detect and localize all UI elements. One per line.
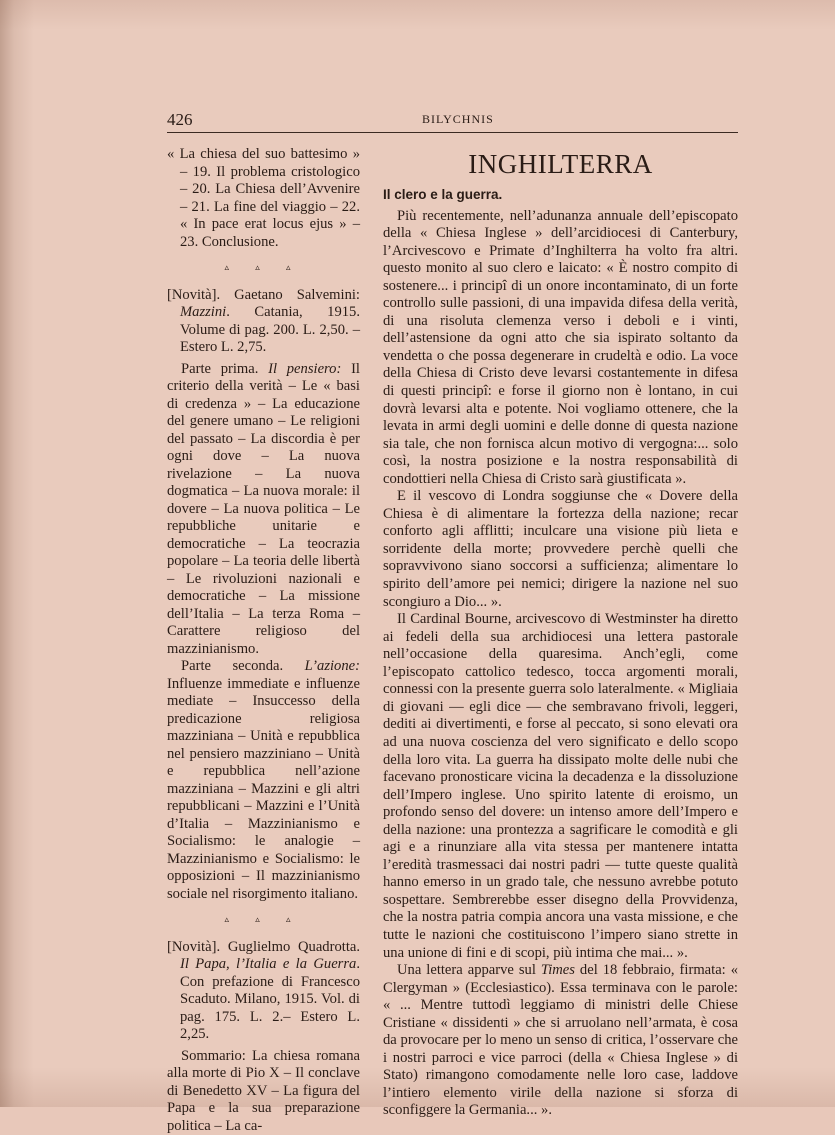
book-entry-quadrotta	[167, 939, 360, 1044]
part-title: L’azione:	[305, 658, 360, 674]
part-label: Parte seconda.	[181, 658, 305, 674]
book-entry-prefix: [Novità]. Gaetano Salvemini:	[167, 287, 360, 303]
paragraph: Il Cardinal Bourne, arcivescovo di Westminster ha diretto ai fedeli della sua archidiocesi una lettera pastorale nell’occasione della quaresima. Anch’egli, come l’episcopato cattolico tedesco, tocca argomenti morali, connessi con la presente guerra solo lateralmente. « Migliaia di giovani — egli dice — che sembravano frivoli, leggeri, dediti ai divertimenti, e forse al peccato, si sono elevati ora ad una nuova coscienza del vero significato e dello scopo della loro vita. La guerra ha dissipato molte delle nubi che facevano pronosticare vicina la decadenza e la dissoluzione dell’Impero inglese. Uno spirito latente di eroismo, un profondo senso del dovere: un intenso amore dell’Impero e della nazione: una prontezza a sagrificare le comodità e gli agi e a rinunziare alla vita stessa per mantenere intatta l’eredità trasmessaci dai nostri padri — tutte queste qualità hanno emerso in un grado tale, che nessuno avrebbe potuto sospettare. Sembrerebbe esser disegno della Provvidenza, che la nostra patria compia ancora una vasta missione, e che tutte le nazioni che costituiscono l’impero siano strette in una unione di fini e di scopi, più intima che mai... ».	[383, 611, 738, 962]
running-head: BILYCHNIS	[422, 112, 494, 127]
newspaper-title: Times	[541, 962, 575, 978]
part-title: Il pensiero:	[268, 361, 341, 377]
section-title: INGHILTERRA	[383, 148, 738, 180]
part-contents: Il criterio della verità – Le « basi di credenza » – La educazione del genere umano – Le religioni del passato – La discordia è per ogni dove – La nuova rivelazione – La nuova dogmatica – La nuova morale: il dovere – La nuova politica – Le repubbliche unitarie e democratiche – La teocrazia popolare – La teoria delle libertà – Le rivoluzioni nazionali e democratiche – La missione dell’Italia – La terza Roma – Carattere religioso del mazzinianismo.	[167, 361, 360, 657]
book-contents-part-one	[167, 361, 360, 659]
paragraph: E il vescovo di Londra soggiunse che « Dovere della Chiesa è di alimentare la fortezza della nazione; recar conforto agli afflitti; inculcare una visione più lieta e sorridente della morte; provvedere perchè quelli che sopravvivono siano soccorsi a sufficienza; alimentare lo spirito dell’amore pei nemici; dirigere la nazione nel suo scongiuro a Dio... ».	[383, 488, 738, 611]
book-entry-salvemini	[167, 287, 360, 357]
part-contents: Influenze immediate e influenze mediate – Insuccesso della predicazione religiosa mazziniana – Unità e repubblica nel pensiero mazziniano – Unità e repubblica nell’azione mazziniana – Mazzini e gli altri repubblicani – Mazzini e l’Unità d’Italia – Mazzinianismo e Socialismo: le analogie – Mazzinianismo e Socialismo: le opposizioni – Il mazzinianismo sociale nel risorgimento italiano.	[167, 676, 360, 902]
book-title: Il Papa, l’Italia e la Guerra	[180, 956, 356, 972]
book-entry-details: . Con prefazione di Francesco Scaduto. Milano, 1915. Vol. di pag. 175. L. 2.– Estero L. 2,25.	[180, 956, 360, 1042]
section-separator: ▵ ▵ ▵	[167, 259, 360, 277]
page-header	[167, 108, 738, 133]
page-number: 426	[167, 110, 193, 130]
book-entry-prefix: [Novità]. Guglielmo Quadrotta.	[167, 939, 360, 955]
book-title: Mazzini	[180, 304, 226, 320]
paragraph	[383, 962, 738, 1120]
paragraph-rest: del 18 febbraio, firmata: « Clergyman » (Ecclesiastico). Essa terminava con le parole: « ... Mentre tuttodì leggiamo di ministri delle Chiese Cristiane « dissidenti » che si arruolano nell’armata, è cosa da provocare per lo meno un senso di critica, l’osservare che i nostri parroci e vice parroci (della « Chiesa Inglese » di Stato) rimangono comodamente nelle loro case, laddove l’intiero elemento virile della nazione si sforza di sconfiggere la Germania... ».	[383, 962, 738, 1118]
right-column	[383, 146, 738, 1120]
book-contents-part-two	[167, 658, 360, 903]
paragraph-lead: Una lettera apparve sul	[397, 962, 541, 978]
part-label: Parte prima.	[181, 361, 268, 377]
left-column	[167, 146, 360, 1135]
section-separator: ▵ ▵ ▵	[167, 911, 360, 929]
book-entry-details: . Catania, 1915. Volume di pag. 200. L. 2,50. – Estero L. 2,75.	[180, 304, 360, 355]
book-summary: Sommario: La chiesa romana alla morte di Pio X – Il conclave di Benedetto XV – La figura del Papa e la sua preparazione politica – La ca-	[167, 1048, 360, 1135]
section-subhead: Il clero e la guerra.	[383, 186, 738, 204]
paragraph: Più recentemente, nell’adunanza annuale dell’episcopato della « Chiesa Inglese » dell’arcidiocesi di Canterbury, l’Arcivescovo e Primate d’Inghilterra ha volto fra altri. questo monito al suo clero e laicato: « È nostro compito di sostenere... i principî di un onore incontaminato, di un forte controllo sulle passioni, di una impavida difesa della verità, di una risoluta clemenza verso i deboli e i vinti, dell’astensione da ogni atto che sia ispirato soltanto da vendetta o che possa degenerare in crudeltà e odio. La voce della Chiesa di Cristo deve levarsi costantemente in difesa di questi principî: e forse il giorno non è lontano, in cui dovrà levarsi alta e potente. Noi vogliamo ottenere, che la levata in armi degli uomini e delle donne di questa nazione sia tale, che non fornisca alcun motivo di vergogna:... solo così, la nostra posizione e la nostra responsabilità di condottieri nella Chiesa di Cristo sarà giustificata ».	[383, 208, 738, 489]
chapter-list-continued: « La chiesa del suo battesimo » – 19. Il problema cristologico – 20. La Chiesa dell’Avvenire – 21. La fine del viaggio – 22. « In pace erat locus ejus » – 23. Conclusione.	[167, 146, 360, 251]
